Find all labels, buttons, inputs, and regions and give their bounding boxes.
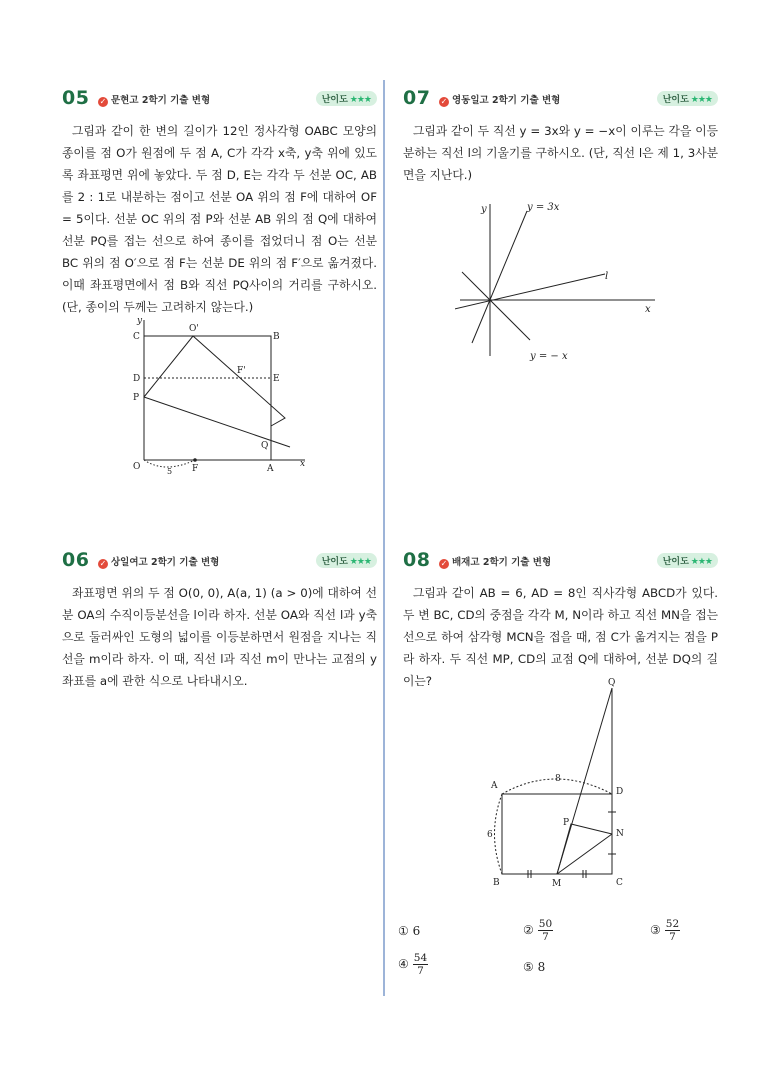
- line-l: [455, 274, 605, 310]
- fraction: $\frac{50}{7}$: [538, 918, 553, 943]
- problem-number: 07: [403, 87, 431, 109]
- problem-number: 08: [403, 549, 431, 571]
- svg-text:A: A: [491, 781, 498, 791]
- figure-05: [120, 316, 320, 481]
- svg-text:Q: Q: [608, 678, 616, 688]
- point-F: [193, 458, 197, 462]
- svg-text:C: C: [616, 878, 623, 888]
- star-icon: ★★★: [690, 557, 712, 567]
- svg-text:B: B: [493, 878, 500, 888]
- difficulty-badge: 난이도 ★★★: [316, 553, 377, 568]
- choice-1[interactable]: ① 6: [398, 924, 421, 938]
- svg-text:O': O': [189, 324, 199, 334]
- svg-text:E: E: [273, 374, 280, 384]
- check-icon: ✓: [99, 559, 107, 568]
- line-y-3x: [472, 211, 527, 343]
- arc-OF: [144, 460, 195, 467]
- choice-5[interactable]: ⑤ 8: [523, 960, 546, 974]
- problem-text: 좌표평면 위의 두 점 O(0, 0), A(a, 1) (a > 0)에 대하여 선분 OA의 수직이등분선을 l이라 하자. 선분 OA와 직선 l과 y축으로 둘러싸인 도형의 넓이를 이등분하면서 원점을 지나는 직선을 m이라 하자. 이 때, 직선 l과 직선 m이 만나는 교점의 y좌표를 a에 관한 식으로 나타내시오.: [62, 586, 377, 688]
- svg-text:y = 3x: y = 3x: [527, 202, 560, 213]
- problem-text: 그림과 같이 한 변의 길이가 12인 정사각형 OABC 모양의 종이를 점 O가 원점에 두 점 A, C가 각각 x축, y축 위에 있도록 좌표평면 위에 놓았다. 두 점 D, E는 각각 두 선분 OC, AB를 2 : 1로 내분하는 점이고 선분 OA 위의 점 F에 대하여 OF = 5이다. 선분 OC 위의 점 P와 선분 AB 위의 점 Q에 대하여 선분 PQ를 접는 선으로 하여 종이를 접었더니 점 O는 선분 BC 위의 점 O′으로 점 F는 선분 DE 위의 점 F′으로 옮겨졌다. 이때 좌표평면에서 점 B와 직선 PQ사이의 거리를 구하시오. (단, 종이의 두께는 고려하지 않는다.): [62, 124, 377, 314]
- problem-07: [403, 87, 718, 186]
- svg-text:8: 8: [555, 774, 561, 784]
- svg-text:D: D: [133, 374, 141, 384]
- fold-line-PQ: [144, 397, 290, 447]
- choice-2[interactable]: ② $\frac{50}{7}$: [523, 918, 553, 943]
- svg-text:F: F: [192, 464, 199, 474]
- problem-06: [62, 549, 377, 692]
- problem-source: ✓ 상일여고 2학기 기출 변형: [99, 557, 220, 568]
- fraction: $\frac{54}{7}$: [413, 952, 428, 977]
- check-icon: ✓: [440, 559, 448, 568]
- problem-source: ✓ 문현고 2학기 기출 변형: [99, 95, 211, 106]
- problem-text: 그림과 같이 AB = 6, AD = 8인 직사각형 ABCD가 있다. 두 변 BC, CD의 중점을 각각 M, N이라 하고 직선 MN을 접는 선으로 하여 삼각형 MCN을 접을 때, 점 C가 옮겨지는 점을 P라 하자. 두 직선 MP, CD의 교점 Q에 대하여, 선분 DQ의 길이는?: [403, 586, 718, 688]
- rectangle-ABCD: [502, 794, 612, 874]
- problem-header: [62, 87, 377, 112]
- svg-text:A: A: [267, 464, 274, 474]
- star-icon: ★★★: [349, 557, 371, 567]
- svg-text:F': F': [237, 366, 246, 376]
- line-y-neg-x: [462, 272, 530, 340]
- problem-header: [62, 549, 377, 574]
- svg-text:l: l: [605, 271, 609, 282]
- problem-text: 그림과 같이 두 직선 y = 3x와 y = −x이 이루는 각을 이등분하는 직선 l의 기울기를 구하시오. (단, 직선 l은 제 1, 3사분면을 지난다.): [403, 124, 718, 182]
- svg-text:y: y: [481, 204, 487, 215]
- problem-05: [62, 87, 377, 318]
- difficulty-badge: 난이도 ★★★: [657, 91, 718, 106]
- problem-number: 06: [62, 549, 90, 571]
- svg-text:C: C: [133, 332, 140, 342]
- svg-text:N: N: [616, 829, 624, 839]
- svg-text:M: M: [552, 879, 562, 889]
- svg-text:Q: Q: [261, 441, 269, 451]
- svg-text:5: 5: [167, 467, 173, 476]
- star-icon: ★★★: [349, 95, 371, 105]
- arc-AB: [495, 794, 503, 874]
- problem-08: [403, 549, 718, 692]
- svg-text:B: B: [273, 332, 280, 342]
- svg-text:P: P: [133, 393, 140, 403]
- answer-choices: [398, 914, 738, 984]
- svg-text:O: O: [133, 462, 141, 472]
- folded-flap: [144, 336, 285, 426]
- svg-text:P: P: [563, 818, 570, 828]
- fraction: $\frac{52}{7}$: [665, 918, 680, 943]
- difficulty-badge: 난이도 ★★★: [657, 553, 718, 568]
- folded-triangle: [557, 824, 612, 874]
- difficulty-badge: 난이도 ★★★: [316, 91, 377, 106]
- problem-header: [403, 549, 718, 574]
- square-side: [144, 336, 271, 460]
- svg-text:6: 6: [487, 830, 493, 840]
- figure-08: [475, 676, 645, 891]
- svg-text:D: D: [616, 787, 624, 797]
- check-icon: ✓: [99, 97, 107, 106]
- svg-text:y = − x: y = − x: [530, 351, 568, 362]
- check-icon: ✓: [440, 97, 448, 106]
- problem-number: 05: [62, 87, 90, 109]
- problem-source: ✓ 배재고 2학기 기출 변형: [440, 557, 552, 568]
- problem-source: ✓ 영동일고 2학기 기출 변형: [440, 95, 561, 106]
- column-divider: [383, 80, 385, 996]
- star-icon: ★★★: [690, 95, 712, 105]
- svg-text:y: y: [137, 316, 143, 326]
- choice-3[interactable]: ③ $\frac{52}{7}$: [650, 918, 680, 943]
- svg-text:x: x: [300, 459, 306, 469]
- figure-07: [455, 196, 665, 368]
- problem-header: [403, 87, 718, 112]
- choice-4[interactable]: ④ $\frac{54}{7}$: [398, 952, 428, 977]
- fold-line-MN: [557, 834, 612, 874]
- svg-text:x: x: [645, 304, 651, 315]
